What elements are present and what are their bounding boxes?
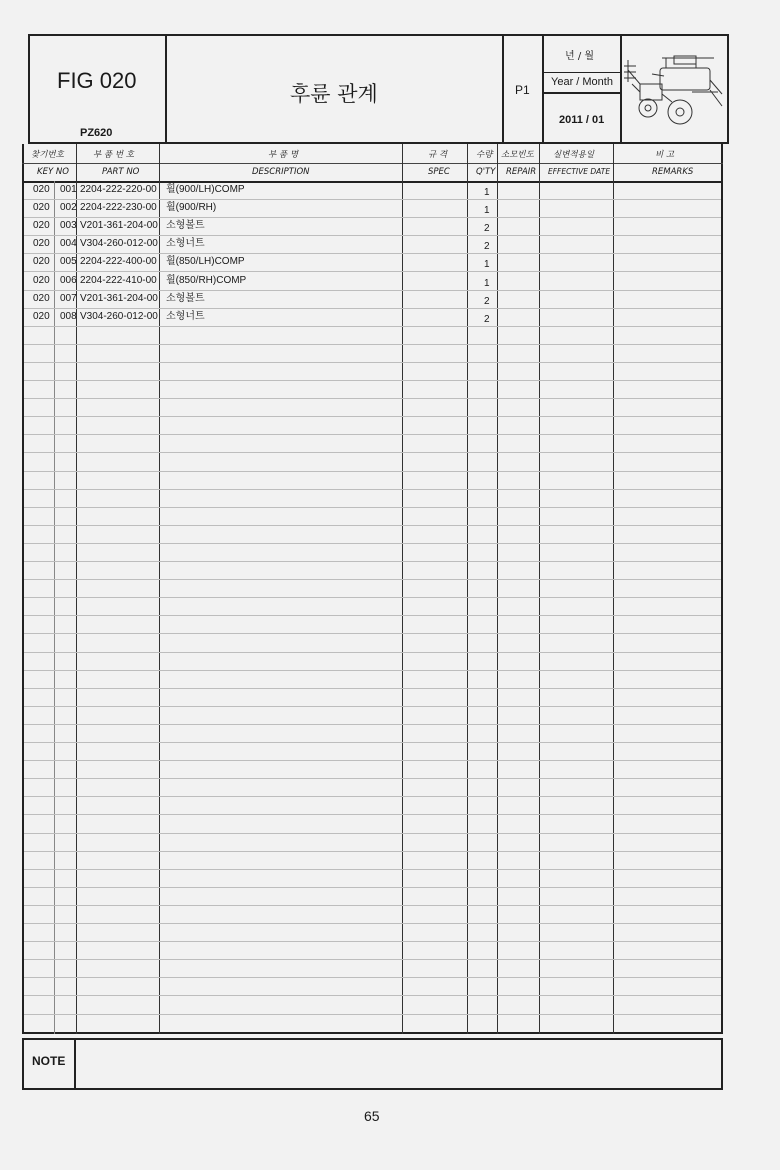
row-fig: 020 [33,310,50,322]
header-divider [542,34,544,144]
row-quantity: 1 [484,205,490,217]
row-key-no: 005 [60,256,77,268]
col-divider [159,144,160,1034]
date-label-ko: 년 / 월 [565,51,595,62]
col-divider [54,181,55,1034]
row-rule [24,380,721,381]
row-rule [24,362,721,363]
row-rule [24,887,721,888]
row-quantity: 2 [484,295,490,307]
page-title: 후륜 관계 [290,82,378,106]
header-divider [165,34,167,144]
row-part-no: V304-260-012-00 [80,310,158,322]
rice-transplanter-illustration [622,50,726,130]
col-repair-en: REPAIR [506,167,537,177]
note-label: NOTE [32,1054,66,1068]
model-code: PZ620 [80,127,113,139]
row-key-no: 002 [60,202,77,214]
row-key-no: 008 [60,310,77,322]
row-fig: 020 [33,184,50,195]
row-rule [24,633,721,634]
row-rule [24,760,721,761]
col-divider [402,144,403,1034]
row-description: 휠(900/RH) [166,202,217,214]
row-rule [24,796,721,797]
row-rule [24,995,721,996]
row-fig: 020 [33,274,50,286]
row-quantity: 1 [484,277,490,289]
row-rule [24,326,721,327]
row-rule [24,398,721,399]
row-rule [24,344,721,345]
page-code: P1 [515,83,530,97]
row-rule [24,416,721,417]
row-key-no: 001 [60,184,77,195]
col-divider [467,144,468,1034]
col-remarks-ko: 비 고 [655,150,675,160]
row-rule [24,905,721,906]
col-part-ko: 부 품 번 호 [93,150,134,160]
row-rule [24,833,721,834]
col-divider [497,144,498,1034]
col-key-en: KEY NO [37,167,69,177]
row-rule [24,615,721,616]
row-rule [24,923,721,924]
row-rule [24,452,721,453]
row-description: 소형너트 [166,238,205,250]
row-rule [24,489,721,490]
col-divider [613,144,614,1034]
fig-number: FIG 020 [57,68,137,93]
col-effective-en: EFFECTIVE DATE [548,167,611,176]
row-quantity: 2 [484,241,490,253]
row-fig: 020 [33,256,50,268]
row-rule [24,670,721,671]
row-rule [24,579,721,580]
col-effective-ko: 실변적용일 [553,150,595,160]
row-quantity: 1 [484,259,490,271]
col-key-ko: 찾기번호 [31,150,64,160]
col-part-en: PART NO [102,167,140,177]
row-rule [24,652,721,653]
date-label-en: Year / Month [551,76,613,88]
note-divider [74,1038,76,1090]
row-description: 소형볼트 [166,220,205,232]
row-rule [24,959,721,960]
header-divider [502,34,504,144]
row-rule [24,525,721,526]
row-rule [24,1014,721,1015]
row-rule [24,597,721,598]
row-rule [24,724,721,725]
row-part-no: 2204-222-400-00 [80,256,157,268]
date-divider [542,72,620,73]
row-rule [24,471,721,472]
col-spec-ko: 규 격 [428,150,448,160]
row-description: 소형볼트 [166,292,205,304]
row-rule [24,434,721,435]
row-description: 휠(850/RH)COMP [166,274,247,286]
row-description: 휠(850/LH)COMP [166,256,245,268]
date-value: 2011 / 01 [559,114,605,126]
col-qty-en: Q'TY [476,167,496,177]
col-divider [539,144,540,1034]
date-divider [542,92,620,94]
row-fig: 020 [33,238,50,250]
row-rule [24,941,721,942]
row-rule [24,561,721,562]
row-rule [24,977,721,978]
row-part-no: 2204-222-410-00 [80,274,157,286]
page-number: 65 [364,1108,380,1124]
col-desc-ko: 부 품 명 [268,150,299,160]
row-key-no: 004 [60,238,77,250]
row-key-no: 007 [60,292,77,304]
row-fig: 020 [33,292,50,304]
col-spec-en: SPEC [428,167,450,177]
row-part-no: 2204-222-230-00 [80,202,157,214]
row-description: 휠(900/LH)COMP [166,184,245,195]
row-quantity: 2 [484,313,490,325]
row-rule [24,543,721,544]
col-qty-ko: 수량 [476,150,493,160]
row-rule [24,688,721,689]
row-rule [24,507,721,508]
row-fig: 020 [33,202,50,214]
header-row-divider [22,163,723,164]
row-part-no: 2204-222-220-00 [80,184,157,195]
row-quantity: 1 [484,187,490,198]
row-part-no: V304-260-012-00 [80,238,158,250]
row-rule [24,814,721,815]
row-rule [24,778,721,779]
row-key-no: 006 [60,274,77,286]
row-rule [24,869,721,870]
note-box [22,1038,723,1090]
col-desc-en: DESCRIPTION [252,167,310,177]
col-repair-ko: 소모빈도 [501,150,534,160]
row-part-no: V201-361-204-00 [80,292,158,304]
row-rule [24,706,721,707]
col-remarks-en: REMARKS [652,167,694,177]
row-fig: 020 [33,220,50,232]
row-quantity: 2 [484,223,490,235]
row-rule [24,851,721,852]
row-description: 소형너트 [166,310,205,322]
row-key-no: 003 [60,220,77,232]
row-part-no: V201-361-204-00 [80,220,158,232]
row-rule [24,742,721,743]
